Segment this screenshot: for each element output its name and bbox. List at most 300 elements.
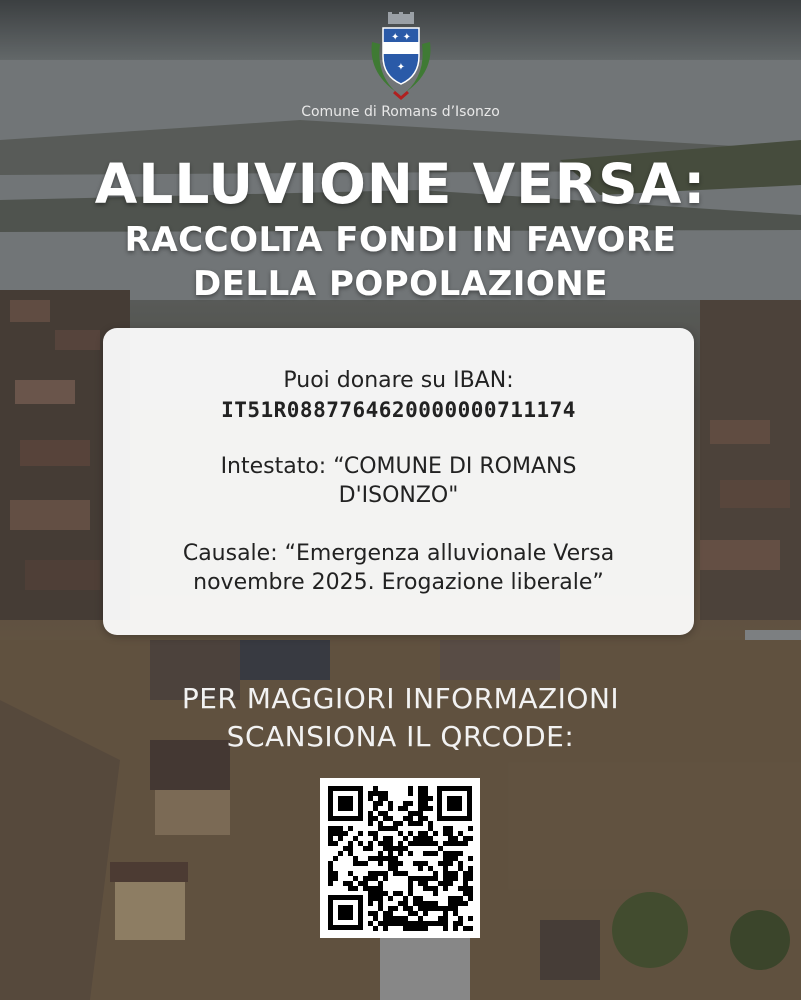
- iban-number: IT51R0887764620000000711174: [221, 398, 576, 422]
- qr-module: [418, 821, 423, 826]
- qr-module: [328, 861, 333, 866]
- qr-module: [368, 841, 373, 846]
- qr-module: [383, 796, 388, 801]
- qr-module: [368, 821, 373, 826]
- reason-line-1: Causale: “Emergenza alluvionale Versa: [182, 541, 615, 566]
- qr-module: [418, 896, 423, 901]
- qr-module: [448, 906, 453, 911]
- qr-module: [443, 861, 448, 866]
- qr-module: [368, 846, 373, 851]
- qr-module: [443, 926, 448, 931]
- qr-module: [423, 881, 428, 886]
- qr-module: [378, 791, 383, 796]
- qr-module: [393, 861, 398, 866]
- qr-finder-top-left: [328, 786, 363, 821]
- qr-module: [368, 876, 373, 881]
- qr-module: [373, 816, 378, 821]
- qr-module: [463, 881, 468, 886]
- qr-finder-bottom-left: [328, 895, 363, 930]
- qr-module: [453, 856, 458, 861]
- qr-module: [408, 876, 413, 881]
- qr-module: [338, 831, 343, 836]
- qr-module: [428, 886, 433, 891]
- qr-module: [423, 906, 428, 911]
- qr-module: [463, 926, 468, 931]
- qr-module: [423, 831, 428, 836]
- qr-module: [453, 901, 458, 906]
- qr-module: [453, 926, 458, 931]
- qr-module: [358, 881, 363, 886]
- qr-module: [468, 891, 473, 896]
- reason-line-2: novembre 2025. Erogazione liberale”: [193, 570, 604, 595]
- qr-module: [378, 921, 383, 926]
- qr-module: [403, 906, 408, 911]
- qr-module: [418, 836, 423, 841]
- qr-module: [368, 871, 373, 876]
- qr-module: [388, 806, 393, 811]
- qr-module: [443, 831, 448, 836]
- qr-module: [443, 911, 448, 916]
- qr-module: [418, 831, 423, 836]
- qr-module: [448, 836, 453, 841]
- qr-module: [413, 921, 418, 926]
- qr-module: [468, 871, 473, 876]
- qr-module: [378, 826, 383, 831]
- qr-module: [398, 916, 403, 921]
- qr-code[interactable]: [320, 778, 480, 938]
- donation-card: [103, 328, 694, 635]
- qr-module: [463, 871, 468, 876]
- qr-module: [448, 826, 453, 831]
- qr-module: [443, 876, 448, 881]
- qr-module: [328, 826, 333, 831]
- qr-module: [383, 876, 388, 881]
- qr-module: [423, 851, 428, 856]
- qr-module: [388, 916, 393, 921]
- qr-module: [358, 831, 363, 836]
- qr-module: [418, 866, 423, 871]
- qr-module: [338, 826, 343, 831]
- qr-module: [378, 901, 383, 906]
- qr-module: [403, 816, 408, 821]
- qr-module: [423, 911, 428, 916]
- qr-module: [408, 831, 413, 836]
- qr-module: [468, 836, 473, 841]
- qr-module: [403, 916, 408, 921]
- qr-module: [458, 901, 463, 906]
- qr-module: [403, 846, 408, 851]
- qr-module: [363, 881, 368, 886]
- qr-module: [398, 851, 403, 856]
- qr-module: [428, 901, 433, 906]
- svg-text:✦: ✦: [396, 62, 406, 73]
- qr-module: [328, 876, 333, 881]
- qr-module: [393, 921, 398, 926]
- qr-module: [388, 906, 393, 911]
- qr-module: [423, 861, 428, 866]
- qr-module: [378, 801, 383, 806]
- qr-module: [453, 841, 458, 846]
- qr-module: [383, 921, 388, 926]
- qr-module: [448, 881, 453, 886]
- qr-module: [383, 871, 388, 876]
- qr-module: [453, 896, 458, 901]
- qr-module: [348, 841, 353, 846]
- qr-module: [423, 796, 428, 801]
- qr-module: [413, 841, 418, 846]
- qr-module: [428, 876, 433, 881]
- qr-module: [463, 876, 468, 881]
- qr-module: [463, 886, 468, 891]
- qr-module: [388, 896, 393, 901]
- qr-module: [418, 926, 423, 931]
- qr-module: [403, 901, 408, 906]
- qr-module: [388, 801, 393, 806]
- qr-module: [403, 871, 408, 876]
- qr-module: [383, 891, 388, 896]
- qr-module: [373, 786, 378, 791]
- qr-module: [368, 901, 373, 906]
- qr-module: [428, 906, 433, 911]
- qr-module: [373, 801, 378, 806]
- qr-module: [338, 851, 343, 856]
- qr-module: [463, 836, 468, 841]
- qr-module: [458, 921, 463, 926]
- page-subtitle: [0, 218, 801, 306]
- qr-module: [428, 821, 433, 826]
- qr-module: [428, 866, 433, 871]
- qr-module: [388, 846, 393, 851]
- qr-module: [393, 846, 398, 851]
- qr-module: [353, 886, 358, 891]
- qr-module: [328, 836, 333, 841]
- qr-module: [378, 851, 383, 856]
- qr-module: [468, 896, 473, 901]
- qr-module: [388, 921, 393, 926]
- qr-module: [378, 886, 383, 891]
- qr-module: [433, 906, 438, 911]
- qr-module: [433, 876, 438, 881]
- qr-module: [373, 916, 378, 921]
- qr-module: [373, 831, 378, 836]
- qr-module: [393, 826, 398, 831]
- qr-module: [423, 806, 428, 811]
- qr-module: [353, 876, 358, 881]
- qr-module: [408, 841, 413, 846]
- qr-module: [373, 911, 378, 916]
- qr-module: [468, 856, 473, 861]
- qr-module: [348, 871, 353, 876]
- qr-module: [333, 876, 338, 881]
- qr-module: [393, 916, 398, 921]
- qr-module: [448, 841, 453, 846]
- qr-module: [328, 841, 333, 846]
- qr-module: [433, 901, 438, 906]
- qr-module: [383, 791, 388, 796]
- qr-module: [423, 921, 428, 926]
- qr-module: [368, 886, 373, 891]
- qr-module: [413, 901, 418, 906]
- qr-module: [448, 831, 453, 836]
- qr-module: [348, 846, 353, 851]
- qr-module: [443, 841, 448, 846]
- qr-module: [458, 866, 463, 871]
- qr-module: [448, 901, 453, 906]
- qr-module: [348, 851, 353, 856]
- qr-module: [433, 891, 438, 896]
- qr-module: [333, 841, 338, 846]
- qr-module: [438, 921, 443, 926]
- qr-module: [453, 836, 458, 841]
- qr-module: [348, 886, 353, 891]
- qr-module: [463, 841, 468, 846]
- qr-module: [453, 906, 458, 911]
- qr-module: [393, 821, 398, 826]
- qr-module: [388, 836, 393, 841]
- qr-module: [373, 791, 378, 796]
- qr-module: [358, 861, 363, 866]
- qr-module: [353, 856, 358, 861]
- qr-module: [428, 836, 433, 841]
- qr-module: [353, 861, 358, 866]
- qr-module: [453, 851, 458, 856]
- qr-module: [383, 926, 388, 931]
- qr-module: [443, 851, 448, 856]
- qr-module: [423, 886, 428, 891]
- qr-module: [423, 901, 428, 906]
- qr-module: [373, 886, 378, 891]
- qr-module: [328, 831, 333, 836]
- qr-module: [438, 846, 443, 851]
- qr-module: [363, 886, 368, 891]
- qr-module: [433, 851, 438, 856]
- qr-module: [368, 811, 373, 816]
- qr-module: [418, 906, 423, 911]
- qr-module: [433, 921, 438, 926]
- qr-module: [363, 861, 368, 866]
- qr-module: [358, 841, 363, 846]
- holder-line-2: D'ISONZO": [338, 483, 459, 508]
- subtitle-line-2: DELLA POPOLAZIONE: [193, 264, 608, 304]
- qr-module: [333, 871, 338, 876]
- qr-module: [448, 851, 453, 856]
- qr-module: [378, 796, 383, 801]
- qr-module: [368, 911, 373, 916]
- qr-module: [378, 871, 383, 876]
- qr-module: [423, 786, 428, 791]
- qr-module: [448, 861, 453, 866]
- qr-module: [383, 836, 388, 841]
- qr-module: [383, 811, 388, 816]
- qr-module: [403, 836, 408, 841]
- qr-module: [393, 856, 398, 861]
- qr-module: [383, 826, 388, 831]
- qr-module: [423, 836, 428, 841]
- qr-module: [403, 896, 408, 901]
- qr-module: [398, 861, 403, 866]
- page-title: ALLUVIONE VERSA:: [94, 152, 707, 216]
- qr-module: [328, 866, 333, 871]
- qr-module: [443, 871, 448, 876]
- qr-module: [378, 861, 383, 866]
- qr-module: [398, 846, 403, 851]
- qr-module: [398, 831, 403, 836]
- qr-module: [388, 816, 393, 821]
- qr-module: [408, 821, 413, 826]
- qr-module: [468, 866, 473, 871]
- qr-module: [368, 896, 373, 901]
- qr-module: [383, 911, 388, 916]
- qr-module: [443, 856, 448, 861]
- qr-module: [383, 856, 388, 861]
- qr-module: [328, 881, 333, 886]
- qr-module: [378, 841, 383, 846]
- qr-module: [368, 921, 373, 926]
- qr-module: [433, 831, 438, 836]
- holder-line-1: Intestato: “COMUNE DI ROMANS: [220, 454, 577, 479]
- qr-module: [413, 876, 418, 881]
- qr-module: [393, 866, 398, 871]
- qr-module: [438, 881, 443, 886]
- qr-module: [453, 921, 458, 926]
- qr-module: [408, 811, 413, 816]
- qr-module: [378, 896, 383, 901]
- subtitle-line-1: RACCOLTA FONDI IN FAVORE: [124, 220, 677, 260]
- qr-module: [443, 826, 448, 831]
- qr-module: [418, 901, 423, 906]
- qr-module: [368, 856, 373, 861]
- qr-module: [393, 891, 398, 896]
- qr-module: [393, 871, 398, 876]
- qr-module: [418, 791, 423, 796]
- qr-module: [418, 881, 423, 886]
- qr-module: [453, 871, 458, 876]
- qr-module: [368, 891, 373, 896]
- qr-module: [408, 911, 413, 916]
- qr-module: [418, 861, 423, 866]
- qr-module: [418, 806, 423, 811]
- qr-module: [388, 826, 393, 831]
- qr-module: [428, 826, 433, 831]
- qr-module: [438, 916, 443, 921]
- qr-module: [458, 916, 463, 921]
- qr-module: [353, 836, 358, 841]
- qr-module: [413, 911, 418, 916]
- qr-module: [383, 841, 388, 846]
- qr-module: [468, 886, 473, 891]
- qr-module: [443, 881, 448, 886]
- qr-module: [423, 876, 428, 881]
- qr-module: [413, 811, 418, 816]
- qr-module: [408, 886, 413, 891]
- qr-module: [383, 816, 388, 821]
- qr-module: [388, 841, 393, 846]
- qr-module: [443, 886, 448, 891]
- qr-module: [423, 791, 428, 796]
- qr-module: [418, 796, 423, 801]
- qr-module: [443, 906, 448, 911]
- qr-module: [408, 851, 413, 856]
- qr-module: [368, 796, 373, 801]
- qr-module: [458, 896, 463, 901]
- qr-module: [398, 901, 403, 906]
- qr-module: [413, 896, 418, 901]
- qr-module: [458, 861, 463, 866]
- qr-module: [338, 836, 343, 841]
- qr-module: [468, 916, 473, 921]
- qr-finder-top-right: [437, 786, 472, 821]
- qr-module: [398, 821, 403, 826]
- qr-module: [343, 881, 348, 886]
- municipality-name: Comune di Romans d’Isonzo: [301, 104, 500, 120]
- qr-module: [388, 911, 393, 916]
- qr-module: [458, 831, 463, 836]
- qr-module: [458, 851, 463, 856]
- qr-module: [388, 856, 393, 861]
- qr-module: [403, 926, 408, 931]
- qr-module: [418, 811, 423, 816]
- qr-module: [408, 801, 413, 806]
- qr-module: [378, 881, 383, 886]
- qr-module: [418, 816, 423, 821]
- info-text: [0, 680, 801, 756]
- qr-module: [368, 831, 373, 836]
- qr-module: [453, 876, 458, 881]
- qr-module: [448, 871, 453, 876]
- qr-module: [408, 816, 413, 821]
- qr-module: [413, 836, 418, 841]
- qr-module: [413, 821, 418, 826]
- qr-module: [433, 886, 438, 891]
- qr-module: [408, 921, 413, 926]
- qr-module: [418, 786, 423, 791]
- qr-module: [398, 921, 403, 926]
- qr-module: [423, 841, 428, 846]
- qr-module: [423, 926, 428, 931]
- iban-label: Puoi donare su IBAN:: [283, 368, 514, 393]
- qr-module: [388, 851, 393, 856]
- qr-module: [388, 861, 393, 866]
- qr-module: [433, 871, 438, 876]
- coat-of-arms-icon: [366, 12, 436, 100]
- qr-module: [438, 861, 443, 866]
- qr-module: [403, 801, 408, 806]
- qr-module: [433, 841, 438, 846]
- qr-module: [398, 891, 403, 896]
- info-line-2: SCANSIONA IL QRCODE:: [226, 720, 575, 753]
- qr-module: [373, 891, 378, 896]
- qr-module: [378, 906, 383, 911]
- qr-module: [333, 826, 338, 831]
- qr-module: [418, 801, 423, 806]
- qr-module: [378, 821, 383, 826]
- qr-module: [373, 856, 378, 861]
- qr-module: [373, 876, 378, 881]
- qr-module: [438, 906, 443, 911]
- qr-module: [423, 801, 428, 806]
- qr-module: [373, 871, 378, 876]
- qr-module: [368, 816, 373, 821]
- qr-module: [428, 841, 433, 846]
- qr-module: [403, 921, 408, 926]
- qr-module: [343, 831, 348, 836]
- qr-module: [333, 831, 338, 836]
- qr-module: [343, 846, 348, 851]
- qr-module: [428, 851, 433, 856]
- qr-module: [413, 926, 418, 931]
- qr-module: [448, 856, 453, 861]
- qr-module: [368, 791, 373, 796]
